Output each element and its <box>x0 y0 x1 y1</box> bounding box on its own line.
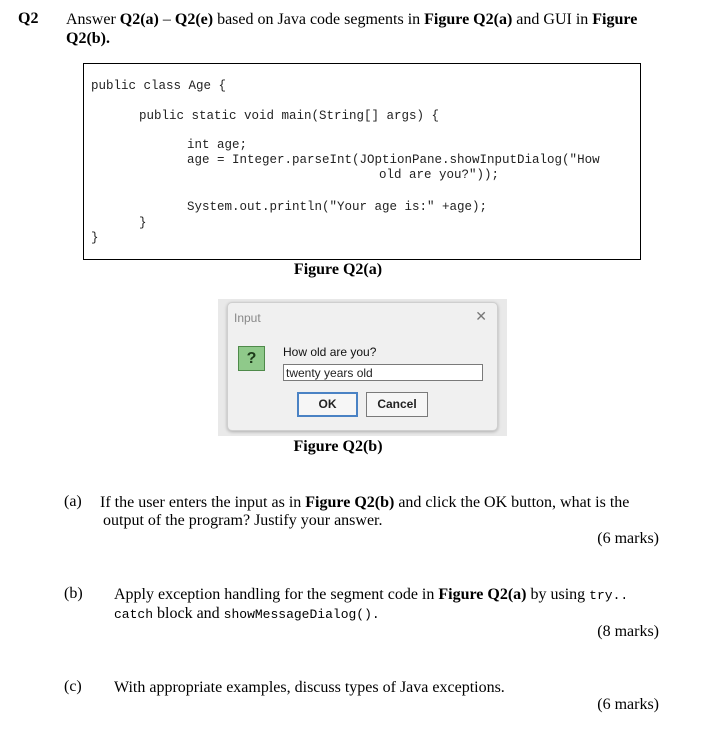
input-dialog <box>227 302 498 431</box>
part-a-text <box>100 493 680 512</box>
part-c-marks: (6 marks) <box>597 696 659 713</box>
intro-text-4: and GUI in <box>512 11 593 28</box>
part-a-line-2: output of the program? Justify your answer. <box>103 512 383 529</box>
part-b-marks: (8 marks) <box>597 623 659 640</box>
code-line-8: } <box>91 231 99 245</box>
intro-text-3: based on Java code segments in <box>213 11 425 28</box>
part-b-line-2 <box>114 604 380 624</box>
code-line-3: int age; <box>187 138 248 152</box>
code-line-2: public static void main(String[] args) { <box>139 109 440 123</box>
part-a-text-2: and click the OK button, what is the <box>394 494 630 511</box>
part-b-text-3: block and <box>153 605 224 622</box>
part-a-label: (a) <box>64 493 82 510</box>
part-a-marks: (6 marks) <box>597 530 659 547</box>
part-b-text-1: Apply exception handling for the segment code in <box>114 586 439 603</box>
question-intro <box>66 10 686 48</box>
dialog-title: Input <box>234 311 261 325</box>
dialog-message: How old are you? <box>283 345 377 359</box>
cancel-button[interactable]: Cancel <box>366 392 428 417</box>
part-b-code-showmessage: showMessageDialog(). <box>223 607 380 622</box>
figure-a-caption: Figure Q2(a) <box>293 261 383 278</box>
code-line-6: System.out.println("Your age is:" +age); <box>187 200 488 214</box>
question-icon: ? <box>238 346 265 371</box>
code-line-7: } <box>139 216 147 230</box>
intro-bold-3: Figure Q2(a) <box>424 11 513 28</box>
intro-bold-4b: Q2(b). <box>66 30 110 47</box>
code-line-5: old are you?")); <box>379 168 500 182</box>
part-a-text-1: If the user enters the input as in <box>100 494 306 511</box>
dialog-figure <box>218 299 507 436</box>
code-line-1: public class Age { <box>91 79 227 93</box>
part-b-code-catch: catch <box>114 607 154 622</box>
part-b-text-2: by using <box>526 586 590 603</box>
part-a-bold: Figure Q2(b) <box>305 494 395 511</box>
part-b-label: (b) <box>64 585 83 602</box>
part-b-text <box>114 585 684 605</box>
code-line-4: age = Integer.parseInt(JOptionPane.showInputDialog("How <box>187 153 600 167</box>
part-c-text: With appropriate examples, discuss types of Java exceptions. <box>114 679 505 696</box>
question-number: Q2 <box>18 10 39 27</box>
part-c-label: (c) <box>64 678 82 695</box>
intro-bold-1: Q2(a) <box>119 11 159 28</box>
intro-bold-2: Q2(e) <box>174 11 214 28</box>
intro-text-2: – <box>158 11 175 28</box>
figure-b-caption: Figure Q2(b) <box>293 438 383 455</box>
intro-bold-4a: Figure <box>592 11 638 28</box>
part-b-code-try: try.. <box>589 588 629 603</box>
close-icon[interactable]: ✕ <box>475 309 487 325</box>
intro-text-1: Answer <box>66 11 120 28</box>
code-figure <box>83 63 641 260</box>
age-input[interactable]: twenty years old <box>283 364 483 381</box>
ok-button[interactable]: OK <box>297 392 358 417</box>
part-b-bold: Figure Q2(a) <box>438 586 527 603</box>
